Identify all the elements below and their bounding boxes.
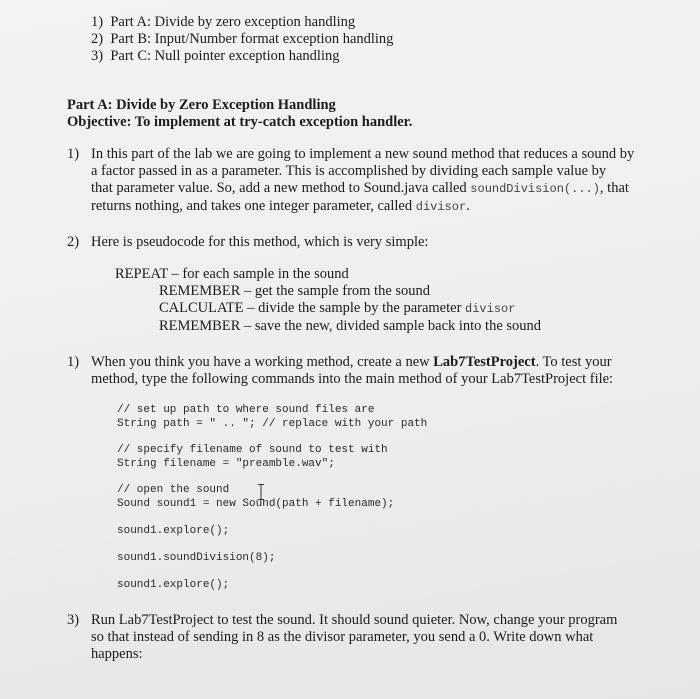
toc-item [91, 48, 393, 65]
text-cursor-icon [258, 484, 264, 500]
toc-item [91, 14, 393, 31]
toc-text: Part A: Divide by zero exception handling [110, 14, 356, 30]
code-line: // open the sound [117, 484, 230, 496]
step-text: that parameter value. So, add a new method to Sound.java called soundDivision(...), that [91, 180, 629, 196]
step-number: 1) [67, 354, 80, 370]
pseudocode-line: REMEMBER – save the new, divided sample back into the sound [159, 318, 542, 334]
step-number: 1) [67, 146, 80, 162]
code-line: Sound sound1 = new Sound(path + filename); [117, 498, 395, 510]
code-line: String filename = "preamble.wav"; [117, 458, 335, 470]
method-name: soundDivision(...) [470, 182, 600, 196]
toc-text: Part B: Input/Number format exception handling [110, 31, 394, 47]
pseudocode-block [115, 266, 541, 335]
step-text: In this part of the lab we are going to implement a new sound method that reduces a sound by [91, 146, 635, 162]
step-number: 2) [67, 234, 80, 250]
step-text: Here is pseudocode for this method, which is very simple: [91, 234, 429, 250]
param-name: divisor [465, 302, 516, 316]
toc-text: Part C: Null pointer exception handling [110, 48, 340, 64]
step-text: Run Lab7TestProject to test the sound. It should sound quieter. Now, change your program [91, 612, 618, 628]
pseudocode-line: REMEMBER – get the sample from the sound [159, 283, 431, 299]
code-line: sound1.explore(); [117, 525, 230, 537]
code-block [117, 403, 427, 592]
param-name: divisor [415, 200, 467, 214]
step-text: When you think you have a working method, create a new Lab7TestProject. To test your [91, 354, 612, 370]
section-objective: Objective: To implement at try-catch exception handler. [67, 114, 413, 130]
toc-list [91, 14, 393, 65]
code-line: String path = " .. "; // replace with your path [117, 418, 428, 430]
step-text: method, type the following commands into the main method of your Lab7TestProject file: [91, 371, 614, 387]
step-text: a factor passed in as a parameter. This is accomplished by dividing each sample value by [91, 163, 607, 179]
pseudocode-line: REPEAT – for each sample in the sound [115, 266, 349, 282]
toc-number: 2) [91, 31, 104, 47]
code-line: // specify filename of sound to test with [117, 444, 388, 456]
step-text: returns nothing, and takes one integer parameter, called divisor. [91, 198, 470, 214]
pseudocode-line: CALCULATE – divide the sample by the parameter divisor [159, 300, 516, 316]
step-number: 3) [67, 612, 80, 628]
toc-number: 3) [91, 48, 104, 64]
toc-number: 1) [91, 14, 104, 30]
code-line: // set up path to where sound files are [117, 404, 375, 416]
section-title: Part A: Divide by Zero Exception Handling [67, 97, 336, 113]
step-text: so that instead of sending in 8 as the divisor parameter, you send a 0. Write down what [91, 629, 594, 645]
code-line: sound1.explore(); [117, 579, 230, 591]
section-heading [67, 97, 412, 131]
code-line: sound1.soundDivision(8); [117, 552, 276, 564]
toc-item [91, 31, 393, 48]
project-name: Lab7TestProject [433, 354, 536, 370]
step-text: happens: [91, 646, 143, 662]
